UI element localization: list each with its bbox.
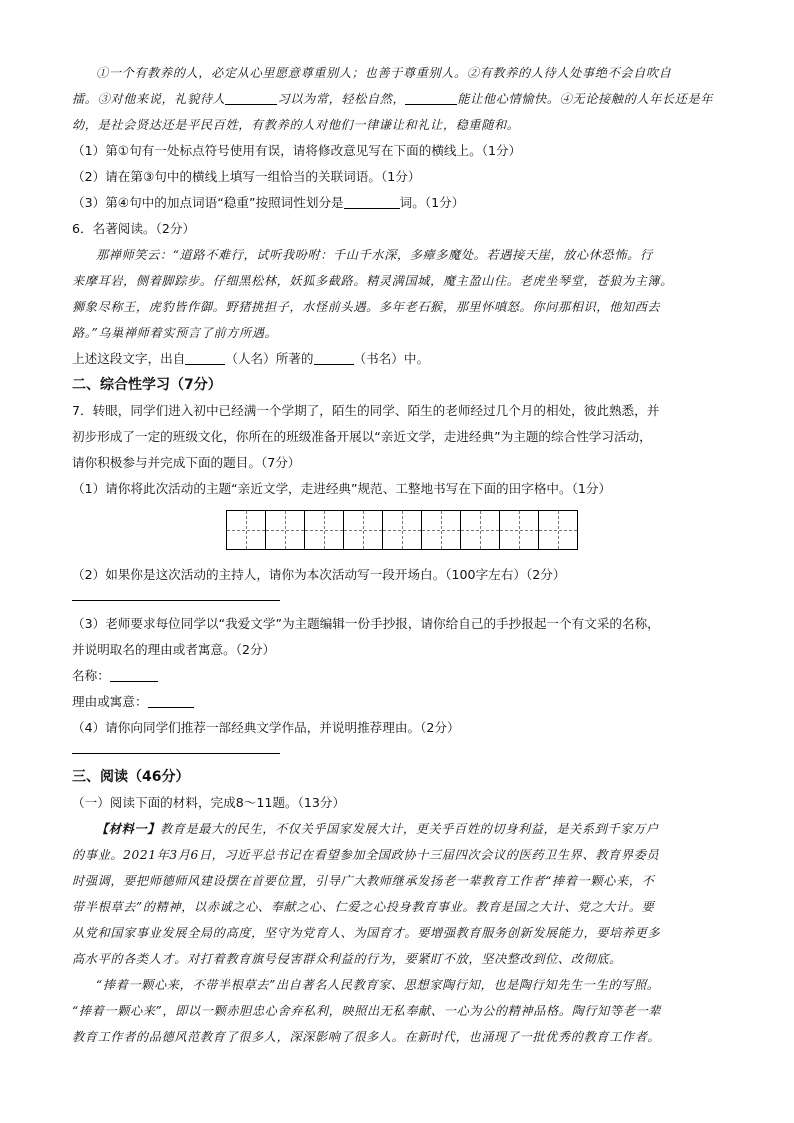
- grid-cell[interactable]: [226, 510, 266, 550]
- q7-sub-question-4: （4）请你向同学们推荐一部经典文学作品，并说明推荐理由。（2分）: [72, 720, 460, 735]
- grid-cell[interactable]: [499, 510, 539, 550]
- q6-quote-line: 路。”乌巢禅师着实预言了前方所遇。: [72, 326, 278, 340]
- q5-text: 习以为常，轻松自然，: [277, 92, 406, 106]
- author-blank[interactable]: [185, 350, 225, 365]
- reason-line: [72, 689, 732, 715]
- q5-sub-question-1: （1）第①句有一处标点符号使用有误，请将修改意见写在下面的横线上。（1分）: [72, 143, 522, 158]
- section-2-heading: 二、综合性学习（7分）: [72, 377, 222, 393]
- q6-quote-line: 来摩耳岩，侧着脚踪步。仔细黑松林，妖狐多截路。精灵满国城，魔主盈山住。老虎坐琴堂，苍狼为主簿。: [72, 274, 674, 288]
- grid-cell[interactable]: [421, 510, 461, 550]
- material-line: 教育工作者的品德风范教育了很多人，深深影响了很多人。在新时代，也涌现了一批优秀的教育工作者。: [72, 1030, 661, 1044]
- q7-sub-question-3: （3）老师要求每位同学以“我爱文学”为主题编辑一份手抄报，请你给自己的手抄报起一个有文采的名称，: [72, 616, 660, 631]
- q6-title: 6．名著阅读。（2分）: [72, 221, 196, 236]
- q5-paragraph-line: [72, 86, 732, 112]
- q5-sub-question-2: （2）请在第③句中的横线上填写一组恰当的关联词语。（1分）: [72, 169, 421, 184]
- name-label: 名称：: [72, 668, 110, 683]
- material-line: 时强调，要把师德师风建设摆在首要位置，引导广大教师继承发扬老一辈教育工作者“捧着一颗心来，不: [72, 874, 655, 888]
- answer-blank[interactable]: [344, 194, 400, 209]
- q5-text: 擂。③对他来说，礼貌待人: [72, 92, 226, 106]
- grid-cell[interactable]: [265, 510, 305, 550]
- q6-answer-line: [72, 346, 732, 372]
- material-line: 的事业。2021年3月6日，习近平总书记在看望参加全国政协十三届四次会议的医药卫生界、教育界委员: [72, 848, 660, 862]
- answer-blank[interactable]: [225, 90, 277, 105]
- q7-sub-question-1: （1）请你将此次活动的主题“亲近文学，走进经典”规范、工整地书写在下面的田字格中。（1分）: [72, 481, 612, 496]
- grid-cell[interactable]: [382, 510, 422, 550]
- answer-blank[interactable]: [405, 90, 457, 105]
- q6-text: （人名）所著的: [225, 351, 314, 366]
- grid-cell[interactable]: [304, 510, 344, 550]
- q7-text-line: 初步形成了一定的班级文化，你所在的班级准备开展以“亲近文学，走进经典”为主题的综合性学习活动，: [72, 429, 652, 444]
- material-line: 带半根草去”的精神，以赤诚之心、奉献之心、仁爱之心投身教育事业。教育是国之大计、党之大计。要: [72, 900, 655, 914]
- tianzige-grid: [72, 510, 732, 550]
- reason-label: 理由或寓意：: [72, 694, 148, 709]
- answer-line[interactable]: [72, 753, 280, 754]
- part-1-instruction: （一）阅读下面的材料，完成8～11题。（13分）: [72, 795, 346, 810]
- q5-sub3-text: 词。（1分）: [399, 195, 465, 210]
- q5-sub3-text: （3）第④句中的加点词语“稳重”按照词性划分是: [72, 195, 344, 210]
- q6-text: 上述这段文字，出自: [72, 351, 186, 366]
- section-3-heading: 三、阅读（46分）: [72, 769, 190, 785]
- material-text: 教育是最大的民生，不仅关乎国家发展大计，更关乎百姓的切身利益，是关系到千家万户: [159, 822, 659, 836]
- grid-cell[interactable]: [460, 510, 500, 550]
- grid-cell[interactable]: [538, 510, 578, 550]
- name-line: [72, 663, 732, 689]
- reason-blank[interactable]: [148, 693, 194, 708]
- q7-text-line: 请你积极参与并完成下面的题目。（7分）: [72, 455, 301, 470]
- q5-paragraph-line: ①一个有教养的人，必定从心里愿意尊重别人；也善于尊重别人。②有教养的人待人处事绝不会自吹自: [96, 66, 672, 80]
- material-line: “捧着一颗心来”，即以一颗赤胆忠心舍弃私利，映照出无私奉献、一心为公的精神品格。陶行知等老一辈: [72, 1004, 662, 1018]
- material-tag: 【材料一】: [96, 822, 160, 836]
- q7-sub-question-3: 并说明取名的理由或者寓意。（2分）: [72, 642, 276, 657]
- name-blank[interactable]: [110, 667, 158, 682]
- q5-sub-question-3: [72, 190, 732, 216]
- q6-quote-line: 狮象尽称王，虎豹皆作御。野猪挑担子，水怪前头遇。多年老石猴，那里怀嗔怒。你问那相识，他知西去: [72, 300, 661, 314]
- q7-text-line: 7．转眼，同学们进入初中已经满一个学期了，陌生的同学、陌生的老师经过几个月的相处，彼此熟悉，并: [72, 403, 660, 418]
- exam-page: [72, 60, 732, 1050]
- q5-paragraph-line: 幼，是社会贤达还是平民百姓，有教养的人对他们一律谦让和礼让，稳重随和。: [72, 118, 520, 132]
- q6-quote-line: 那禅师笑云：“道路不难行，试听我吩咐：千山千水深，多瘴多魔处。若遇接天崖，放心休恐怖。行: [96, 248, 653, 262]
- q5-text: 能让他心情愉快。④无论接触的人年长还是年: [457, 92, 714, 106]
- material-line: 从党和国家事业发展全局的高度，坚守为党育人、为国育才。要增强教育服务创新发展能力，要培养更多: [72, 926, 661, 940]
- material-line: “捧着一颗心来，不带半根草去”出自著名人民教育家、思想家陶行知，也是陶行知先生一生的写照。: [96, 978, 660, 992]
- book-blank[interactable]: [314, 350, 354, 365]
- q7-sub-question-2: （2）如果你是这次活动的主持人，请你为本次活动写一段开场白。（100字左右）（2分）: [72, 567, 566, 582]
- material-line: [72, 816, 732, 842]
- grid-cell[interactable]: [343, 510, 383, 550]
- answer-line[interactable]: [72, 600, 280, 601]
- material-line: 高水平的各类人才。对打着教育旗号侵害群众利益的行为，要紧盯不放，坚决整改到位、改彻底。: [72, 952, 622, 966]
- q6-text: （书名）中。: [353, 351, 430, 366]
